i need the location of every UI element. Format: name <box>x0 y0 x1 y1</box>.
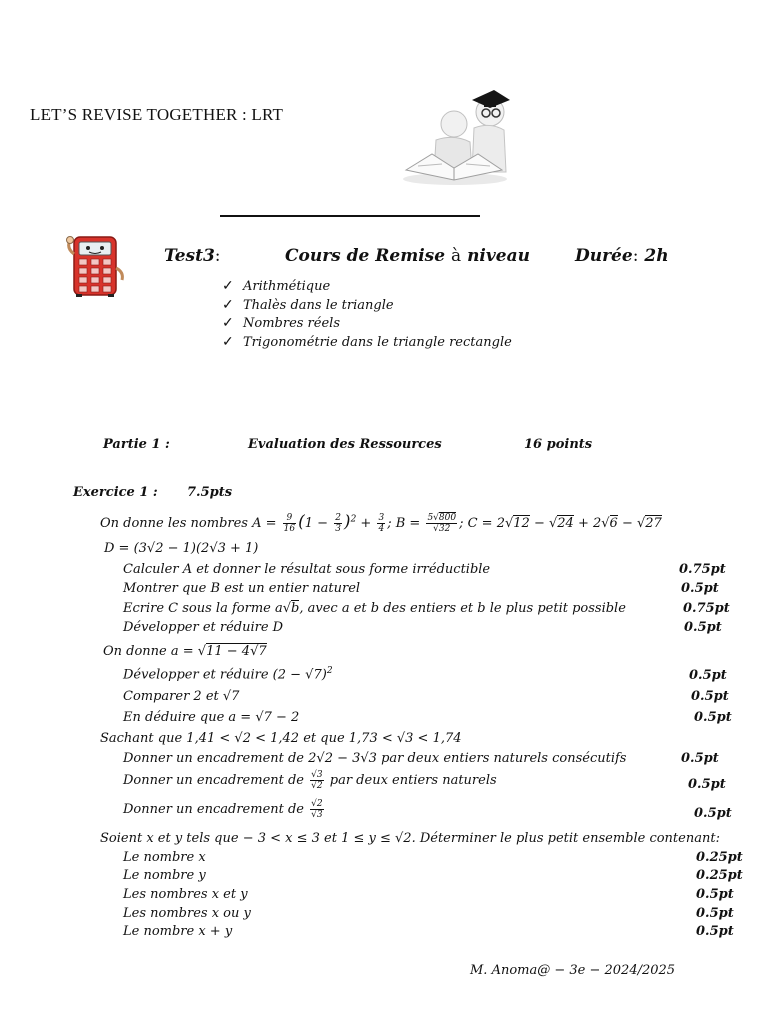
check-icon: ✓ <box>222 333 234 350</box>
check-icon: ✓ <box>222 278 234 294</box>
points-enc2: 0.5pt <box>688 777 726 792</box>
a-definition: On donne a = √11 − 4√7 <box>103 644 267 659</box>
exercise-points: 7.5pts <box>187 485 233 500</box>
check-icon: ✓ <box>222 315 234 331</box>
question-enc3: Donner un encadrement de $\frac{√2}{√3}$ <box>123 799 323 820</box>
points-compare: 0.5pt <box>691 689 729 704</box>
question-enc1: Donner un encadrement de 2√2 − 3√3 par deux entiers naturels consécutifs <box>123 751 627 766</box>
question-show-b: Montrer que B est un entier naturel <box>123 581 361 596</box>
list-item: Le nombre y <box>123 868 206 883</box>
numbers-definition: On donne les nombres A = $\frac{9}{16}$ (1 − $\frac{2}{3}$ )$^2$ + $\frac{3}{4}$ ; B = $\frac{5√800}{√32}$ ; C = 2√12 − √24 + 2√6 − √27 <box>100 512 662 534</box>
question-dev-d: Développer et réduire D <box>123 620 284 635</box>
points-enc1: 0.5pt <box>681 751 719 766</box>
calculator-icon <box>64 234 126 298</box>
header-title: LET’S REVISE TOGETHER : LRT <box>30 105 284 124</box>
points-show-b: 0.5pt <box>681 581 719 596</box>
question-compare: Comparer 2 et √7 <box>123 689 240 704</box>
list-item: ✓ Thalès dans le triangle <box>222 296 394 313</box>
list-item-points: 0.5pt <box>696 906 734 921</box>
footer-author: M. Anoma@ − 3e − 2024/2025 <box>470 963 676 978</box>
duration: Durée: 2h <box>575 246 669 266</box>
list-item-points: 0.5pt <box>696 887 734 902</box>
question-deduce: En déduire que a = √7 − 2 <box>123 710 300 725</box>
part-label: Partie 1 : <box>103 437 170 452</box>
course-title: Cours de Remise à niveau <box>285 246 530 266</box>
points-write-c: 0.75pt <box>683 601 730 616</box>
exercise-label: Exercice 1 : <box>73 485 158 500</box>
test-label: Test3: <box>164 246 221 266</box>
question-dev-square: Développer et réduire $(2 - √7)^2$ <box>123 666 333 683</box>
list-item-points: 0.25pt <box>696 850 743 865</box>
list-item: Le nombre x + y <box>123 924 233 939</box>
list-item: ✓ Trigonométrie dans le triangle rectangle <box>222 333 512 350</box>
points-dev-square: 0.5pt <box>689 668 727 683</box>
list-item: Les nombres x ou y <box>123 906 251 921</box>
points-calc-a: 0.75pt <box>679 562 726 577</box>
xy-statement: Soient x et y tels que − 3 < x ≤ 3 et 1 ≤ y ≤ √2. Déterminer le plus petit ensemble contenant: <box>100 831 720 846</box>
question-calc-a: Calculer A et donner le résultat sous forme irréductible <box>123 562 491 577</box>
list-item: ✓ Nombres réels <box>222 315 340 331</box>
given-bounds: Sachant que 1,41 < √2 < 1,42 et que 1,73 < √3 < 1,74 <box>100 731 462 746</box>
list-item-points: 0.25pt <box>696 868 743 883</box>
list-item: Le nombre x <box>123 850 206 865</box>
topic-list <box>222 278 512 352</box>
question-write-c: Ecrire C sous la forme a√b, avec a et b des entiers et b le plus petit possible <box>123 601 626 616</box>
students-reading-icon <box>398 84 512 186</box>
list-item-points: 0.5pt <box>696 924 734 939</box>
part-title: Evaluation des Ressources <box>248 437 442 452</box>
d-definition: D = (3√2 − 1)(2√3 + 1) <box>104 541 259 556</box>
points-dev-d: 0.5pt <box>684 620 722 635</box>
points-enc3: 0.5pt <box>694 806 732 821</box>
list-item: ✓ Arithmétique <box>222 278 331 294</box>
check-icon: ✓ <box>222 296 234 313</box>
question-enc2: Donner un encadrement de $\frac{√3}{√2}$ par deux entiers naturels <box>123 770 497 791</box>
points-deduce: 0.5pt <box>694 710 732 725</box>
header-divider <box>220 215 480 217</box>
part-points: 16 points <box>524 437 593 452</box>
list-item: Les nombres x et y <box>123 887 248 902</box>
